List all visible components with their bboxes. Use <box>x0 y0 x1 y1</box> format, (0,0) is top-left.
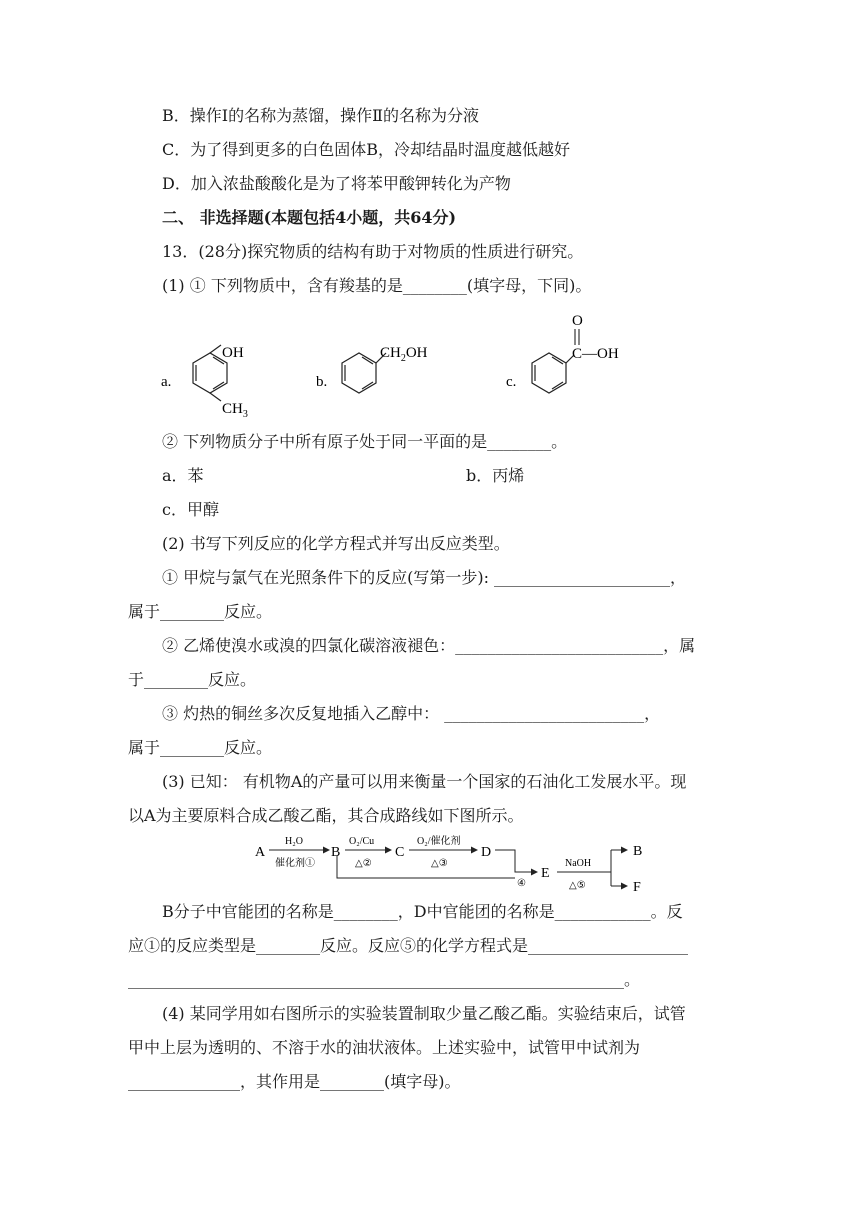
svg-text:CH2OH <box>380 345 428 364</box>
route-delta2: △② <box>355 858 372 869</box>
q13-part4c: ______________，其作用是________(填字母)。 <box>128 1072 461 1091</box>
route-naoh: NaOH <box>565 858 592 869</box>
structure-c-label: c. <box>506 374 517 390</box>
route-E: E <box>541 866 550 881</box>
q13-part3d: 应①的反应类型是________反应。反应⑤的化学方程式是____________________ <box>128 936 689 955</box>
structure-a-sub: 3 <box>242 409 248 420</box>
structure-c <box>500 308 650 418</box>
q13-part3e: ______________________________________________________________。 <box>128 970 640 989</box>
q13-part2-1a: ① 甲烷与氯气在光照条件下的反应(写第一步): ______________________， <box>162 568 687 587</box>
q13-intro: 13．(28分)探究物质的结构有助于对物质的性质进行研究。 <box>162 242 584 261</box>
route-A: A <box>255 845 266 860</box>
q13-part2-3b: 属于________反应。 <box>128 738 273 757</box>
route-delta5: △⑤ <box>569 880 586 891</box>
q13-part2-1b: 属于________反应。 <box>128 602 273 621</box>
q13-part4a: (4) 某同学用如右图所示的实验装置制取少量乙酸乙酯。实验结束后，试管 <box>162 1004 686 1023</box>
section-heading: 二、 非选择题(本题包括4小题，共64分) <box>162 208 457 227</box>
synthesis-route <box>245 828 665 896</box>
route-F: F <box>633 880 641 895</box>
option-c: C．为了得到更多的白色固体B，冷却结晶时温度越低越好 <box>162 140 571 159</box>
option-b: B．操作Ⅰ的名称为蒸馏，操作Ⅱ的名称为分液 <box>162 106 479 125</box>
q13-part2-2b: 于________反应。 <box>128 670 257 689</box>
svg-text:CH3 <box>222 401 248 420</box>
choice-c: c．甲醇 <box>162 500 219 519</box>
q13-part4b: 甲中上层为透明的、不溶于水的油状液体。上述实验中，试管甲中试剂为 <box>128 1038 641 1057</box>
route-o2cu: O₂/Cu <box>349 836 375 847</box>
structure-a <box>155 335 265 420</box>
structure-a-label: a. <box>161 374 172 390</box>
route-step4: ④ <box>517 878 526 889</box>
route-C: C <box>395 845 405 860</box>
q13-part3c: B分子中官能团的名称是________，D中官能团的名称是____________。反 <box>162 902 683 921</box>
q13-part3a: (3) 已知： 有机物A的产量可以用来衡量一个国家的石油化工发展水平。现 <box>162 772 687 791</box>
structure-a-oh: OH <box>222 345 244 361</box>
route-h2o: H₂O <box>285 836 303 847</box>
structure-b-label: b. <box>316 374 328 390</box>
q13-part2-2a: ② 乙烯使溴水或溴的四氯化碳溶液褪色：__________________________，属 <box>162 636 696 655</box>
structure-c-oh: —OH <box>582 346 619 362</box>
q13-part1-2: ② 下列物质分子中所有原子处于同一平面的是________。 <box>162 432 568 451</box>
route-B2: B <box>633 844 643 859</box>
q13-part1-1: (1) ① 下列物质中，含有羧基的是________(填字母，下同)。 <box>162 276 592 295</box>
structure-b-sub: 2 <box>400 353 406 364</box>
option-d: D．加入浓盐酸酸化是为了将苯甲酸钾转化为产物 <box>162 174 511 193</box>
q13-part2: (2) 书写下列反应的化学方程式并写出反应类型。 <box>162 534 510 553</box>
route-delta3: △③ <box>431 858 448 869</box>
structure-b-ch: CH <box>380 345 401 361</box>
choice-a: a．苯 <box>162 466 204 485</box>
structure-c-o: O <box>572 313 583 329</box>
structure-b <box>310 335 450 420</box>
route-D: D <box>481 845 492 860</box>
structure-c-c: C <box>572 346 583 362</box>
route-cat1: 催化剂① <box>275 858 315 869</box>
q13-part2-3a: ③ 灼热的铜丝多次反复地插入乙醇中： _________________________， <box>162 704 661 723</box>
route-B: B <box>331 845 341 860</box>
q13-part3b: 以A为主要原料合成乙酸乙酯，其合成路线如下图所示。 <box>128 806 524 825</box>
structure-b-oh: OH <box>405 345 428 361</box>
choice-b: b．丙烯 <box>466 466 525 485</box>
structure-a-ch: CH <box>222 401 243 417</box>
route-o2cat: O₂/催化剂 <box>417 836 461 847</box>
